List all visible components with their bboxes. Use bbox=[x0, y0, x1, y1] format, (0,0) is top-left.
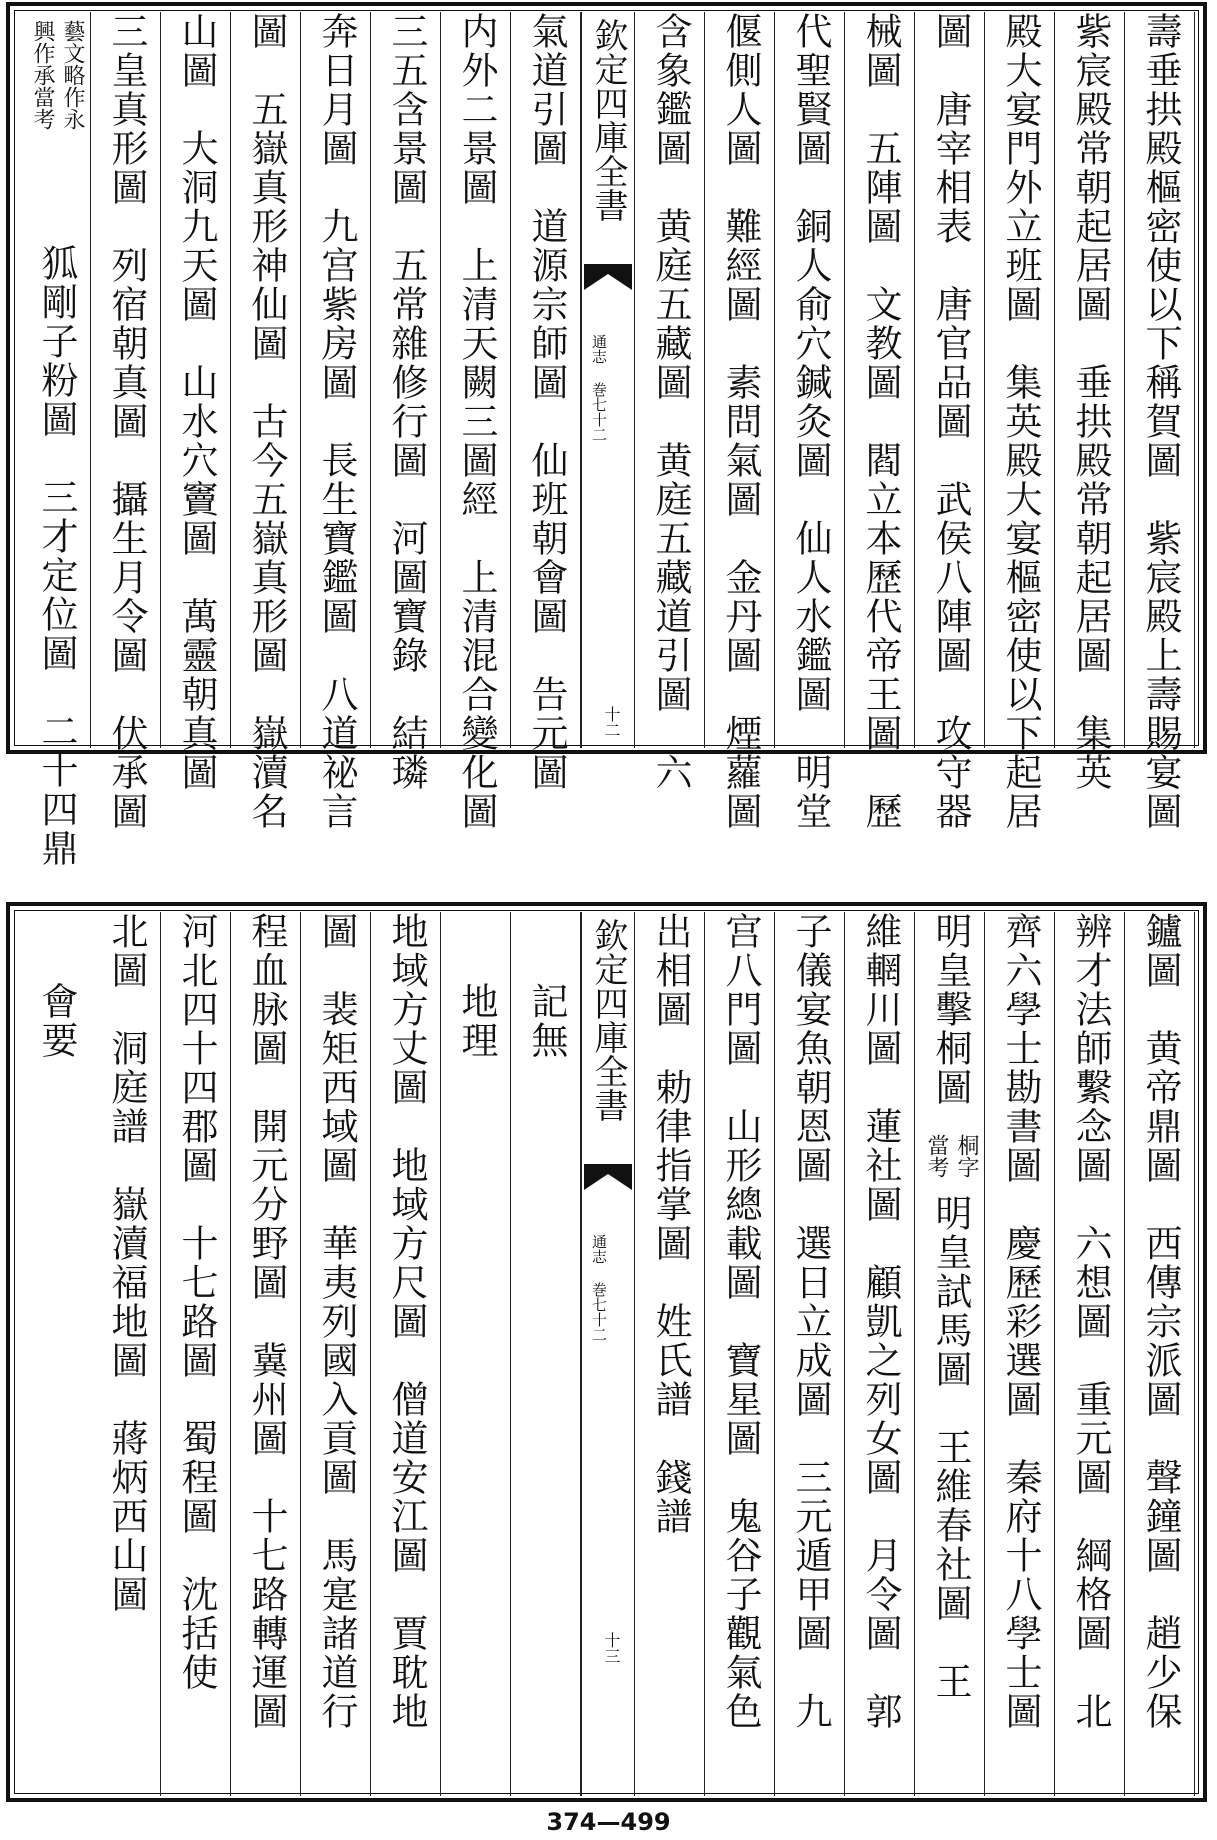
bottom-page bbox=[6, 902, 1207, 1802]
book-title: 欽定四庫全書 bbox=[588, 18, 628, 222]
text-column: 三皇真形圖 列宿朝真圖 攝生月令圖 伏承圖 bbox=[91, 12, 161, 748]
text-column: 明皇擊桐圖 桐字 當考 明皇試馬圖 王維春社圖 王 bbox=[915, 912, 985, 1796]
annotation-note: 當考 bbox=[924, 1134, 949, 1178]
text-column: 藝文略作永 興作承當考 狐剛子粉圖 三才定位圖 二十四鼎 bbox=[21, 12, 91, 748]
text-column: 偃側人圖 難經圖 素問氣圖 金丹圖 煙蘿圖 bbox=[705, 12, 775, 748]
annotation-note: 興作承當考 bbox=[30, 20, 55, 130]
volume-label: 通志 巻七十二 bbox=[590, 334, 608, 442]
section-heading-column: 地理 bbox=[441, 912, 511, 1796]
text-column: 程血脉圖 開元分野圖 冀州圖 十七路轉運圖 bbox=[231, 912, 301, 1796]
text-column: 記無 bbox=[511, 912, 581, 1796]
page-gutter bbox=[581, 912, 635, 1796]
text-column: 代聖賢圖 銅人俞穴鍼灸圖 仙人水鑑圖 明堂 bbox=[775, 12, 845, 748]
annotation-note: 藝文略作永 bbox=[60, 20, 85, 130]
text-column: 三五含景圖 五常雜修行圖 河圖寶錄 結璘 bbox=[371, 12, 441, 748]
page-gutter bbox=[581, 12, 635, 748]
text-column: 齊六學士勘書圖 慶歷彩選圖 秦府十八學士圖 bbox=[985, 912, 1055, 1796]
text-column: 含象鑑圖 黄庭五藏圖 黄庭五藏道引圖 六 bbox=[635, 12, 705, 748]
text-column: 殿大宴門外立班圖 集英殿大宴樞密使以下起居 bbox=[985, 12, 1055, 748]
text-column: 械圖 五陣圖 文教圖 閻立本歷代帝王圖 歷 bbox=[845, 12, 915, 748]
text-column: 出相圖 勅律指掌圖 姓氏譜 錢譜 bbox=[635, 912, 705, 1796]
text-column: 河北四十四郡圖 十七路圖 蜀程圖 沈括使 bbox=[161, 912, 231, 1796]
text-column: 圖 裴矩西域圖 華夷列國入貢圖 馬寔諸道行 bbox=[301, 912, 371, 1796]
text-column: 圖 唐宰相表 唐官品圖 武侯八陣圖 攻守器 bbox=[915, 12, 985, 748]
text-column: 圖 五嶽真形神仙圖 古今五嶽真形圖 嶽瀆名 bbox=[231, 12, 301, 748]
text-column: 子儀宴魚朝恩圖 選日立成圖 三元遁甲圖 九 bbox=[775, 912, 845, 1796]
annotation-note: 桐字 bbox=[954, 1134, 979, 1178]
text-column: 氣道引圖 道源宗師圖 仙班朝會圖 告元圖 bbox=[511, 12, 581, 748]
text-column: 紫宸殿常朝起居圖 垂拱殿常朝起居圖 集英 bbox=[1055, 12, 1125, 748]
text-column: 壽垂拱殿樞密使以下稱賀圖 紫宸殿上壽賜宴圖 bbox=[1125, 12, 1195, 748]
text-column: 地域方丈圖 地域方尺圖 僧道安江圖 賈耽地 bbox=[371, 912, 441, 1796]
text-column: 山圖 大洞九天圖 山水穴竇圖 萬靈朝真圖 bbox=[161, 12, 231, 748]
fish-tail-mark-icon bbox=[584, 1164, 632, 1190]
text-column: 宫八門圖 山形總載圖 寶星圖 鬼谷子觀氣色 bbox=[705, 912, 775, 1796]
text-column: 奔日月圖 九宫紫房圖 長生寶鑑圖 八道祕言 bbox=[301, 12, 371, 748]
text-column: 辨才法師繫念圖 六想圖 重元圖 綱格圖 北 bbox=[1055, 912, 1125, 1796]
fish-tail-mark-icon bbox=[584, 264, 632, 290]
text-column: 北圖 洞庭譜 嶽瀆福地圖 蔣炳西山圖 bbox=[91, 912, 161, 1796]
book-title: 欽定四庫全書 bbox=[588, 918, 628, 1122]
top-page bbox=[6, 2, 1207, 868]
volume-label: 通志 巻七十二 bbox=[590, 1234, 608, 1342]
text-column: 維輞川圖 蓮社圖 顧凱之列女圖 月令圖 郭 bbox=[845, 912, 915, 1796]
text-column: 内外二景圖 上清天闕三圖經 上清混合變化圖 bbox=[441, 12, 511, 748]
page-number: 十二 bbox=[602, 706, 621, 738]
section-heading-column: 會要 bbox=[35, 982, 78, 1060]
text-column: 鑪圖 黄帝鼎圖 西傳宗派圖 聲鐘圖 趙少保 bbox=[1125, 912, 1195, 1796]
page-number: 十三 bbox=[602, 1632, 621, 1664]
page-reference-number: 374—499 bbox=[546, 1808, 671, 1836]
